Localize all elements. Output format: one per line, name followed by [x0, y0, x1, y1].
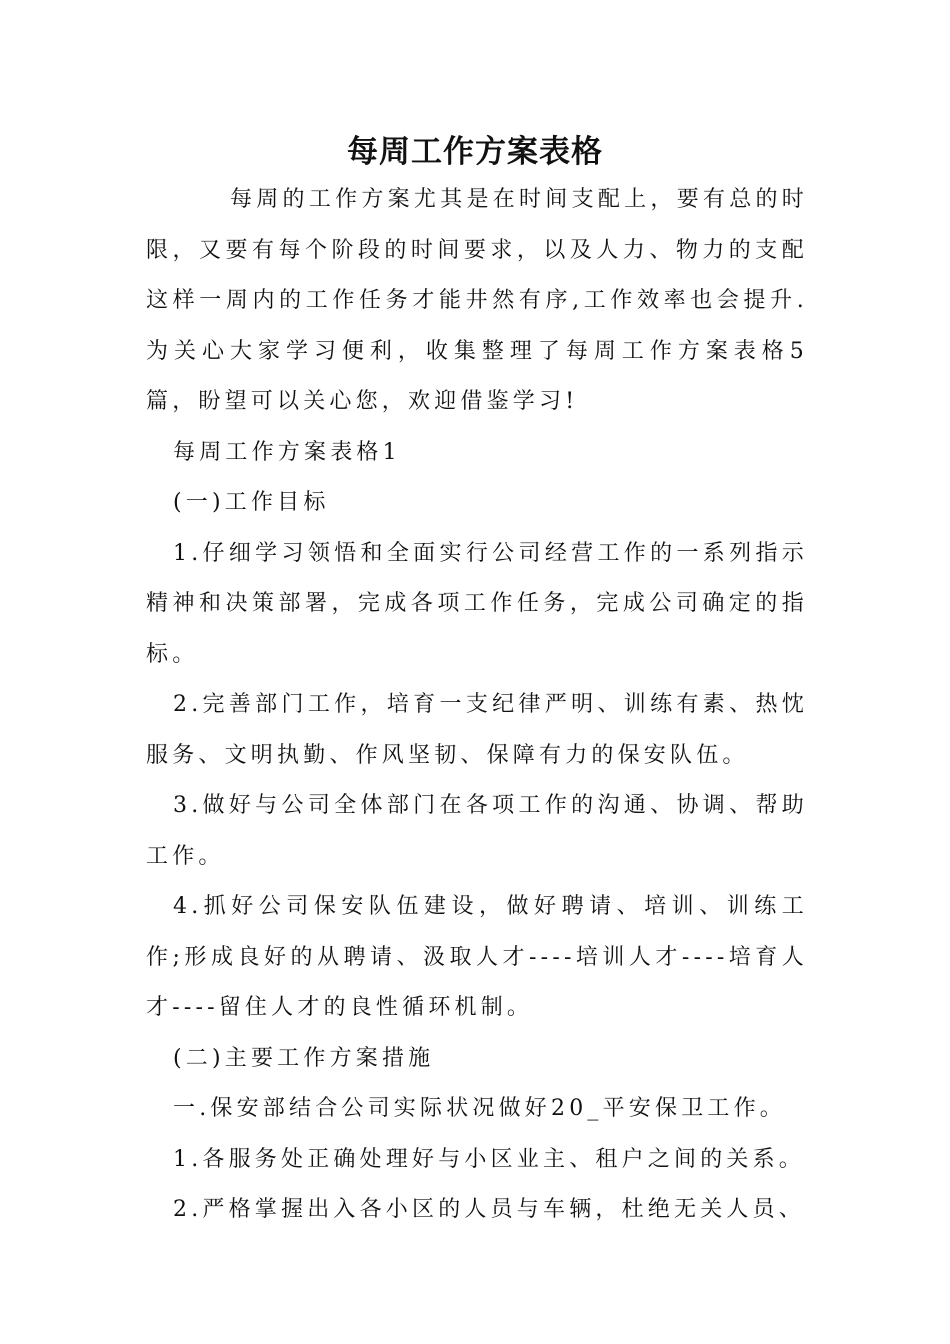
list-item: 4.抓好公司保安队伍建设，做好聘请、培训、训练工作;形成良好的从聘请、汲取人才----培训人才----培育人才----留住人才的良性循环机制。 — [146, 894, 808, 1020]
list-item: 1.仔细学习领悟和全面实行公司经营工作的一系列指示精神和决策部署，完成各项工作任务，完成公司确定的指标。 — [146, 540, 808, 667]
list-item: 2.严格掌握出入各小区的人员与车辆，杜绝无关人员、 — [173, 1197, 805, 1222]
section-heading: 每周工作方案表格1 — [173, 439, 401, 465]
list-item: 2.完善部门工作，培育一支纪律严明、训练有素、热忱服务、文明执勤、作风坚韧、保障有力的保安队伍。 — [146, 692, 808, 768]
subsection-heading: (二)主要工作方案措施 — [173, 1045, 435, 1071]
document-body — [146, 175, 808, 1236]
subsection-heading: (一)工作目标 — [173, 490, 330, 515]
list-item: 一.保安部结合公司实际状况做好20_平安保卫工作。 — [173, 1096, 786, 1121]
document-title: 每周工作方案表格 — [347, 134, 603, 170]
intro-paragraph: 每周的工作方案尤其是在时间支配上，要有总的时限，又要有每个阶段的时间要求，以及人力、物力的支配这样一周内的工作任务才能井然有序,工作效率也会提升.为关心大家学习便利，收集整理了每周工作方案表格5篇，盼望可以关心您，欢迎借鉴学习! — [146, 187, 808, 414]
list-item: 1.各服务处正确处理好与小区业主、租户之间的关系。 — [173, 1146, 805, 1172]
list-item: 3.做好与公司全体部门在各项工作的沟通、协调、帮助工作。 — [146, 793, 808, 869]
